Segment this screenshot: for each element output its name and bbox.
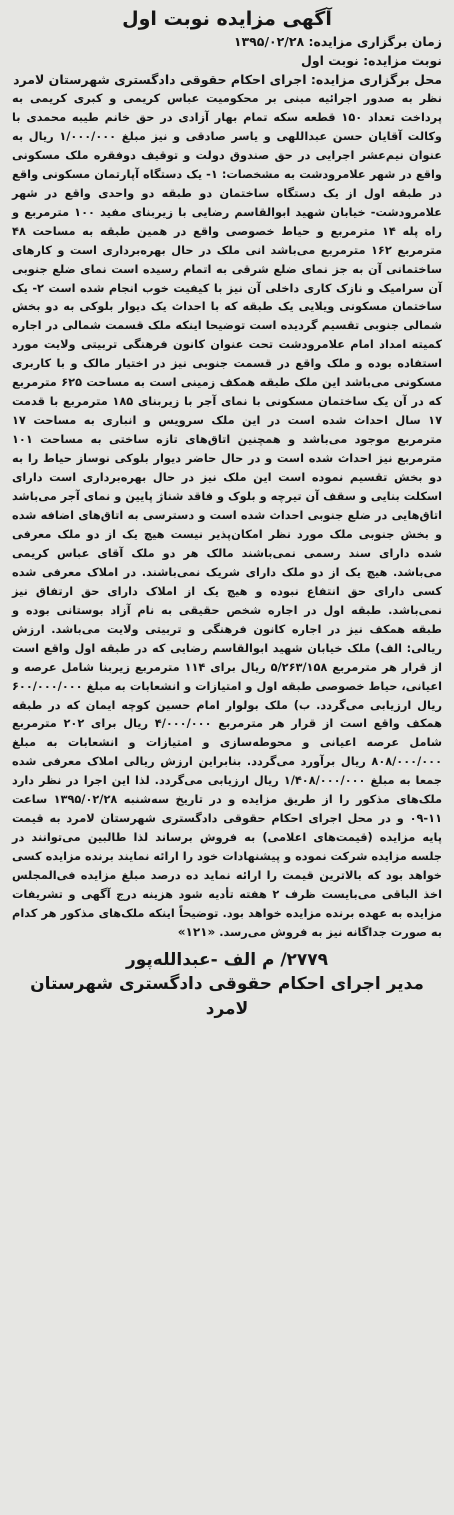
body-paragraph: نظر به صدور اجرائیه مبنی بر محکومیت عباس کریمی و کبری کریمی به پرداخت تعداد ۱۵۰ قطعه سکه تمام بهار آزادی در حق خانم طیبه محمدی با وکالت آقایان حسن عبداللهی و یاسر صادقی و نیز مبلغ ۱/۰۰۰/۰۰۰ ریال به عنوان نیم‌عشر اجرایی در حق صندوق دولت و توقیف دوفقره ملک مسکونی واقع در شهر علامرودشت به مشخصات: ۱- یک دستگاه آپارتمان مسکونی واقع در طبقه اول از یک دستگاه ساختمان دو طبقه دو واحدی واقع در شهر علامرودشت- خیابان شهید ابوالقاسم رضایی با زیربنای مفید ۱۰۰ مترمربع و راه پله ۱۴ مترمربع و حیاط خصوصی واقع در همین طبقه به مساحت ۴۸ مترمربع ۱۶۲ مترمربع می‌باشد انی ملک در حال بهره‌برداری است و کارهای ساختمانی آن به جز نمای ضلع شرقی به اتمام رسیده است نمای ضلع جنوبی آن سرامیک و نازک کاری داخلی آن نیز با کیفیت خوب انجام شده است ۲- یک ساختمان مسکونی ویلایی یک طبقه که با احداث یک دیوار بلوکی به دو بخش شمالی جنوبی تقسیم گردیده است توضیحا اینکه ملک قسمت شمالی در اجاره کمیته امداد امام علامرودشت تحت عنوان کانون فرهنگی تربیتی ولایت مورد استفاده بوده و ملک واقع در قسمت جنوبی نیز در اختیار مالک و با کاربری مسکونی می‌باشد این ملک طبقه همکف زمینی است به مساحت ۶۲۵ مترمربع که در آن یک ساختمان مسکونی با نمای آجر با زیربنای ۱۸۵ مترمربع با قدمت ۱۷ سال احداث شده است در این ملک سرویس و انباری به مساحت ۱۷ مترمربع موجود می‌باشد و همچنین اتاق‌های تازه ساختی به مساحت ۱۰۱ مترمربع نیز احداث شده است و در حال حاضر دیوار بلوکی نوساز حیاط را به دو بخش تقسیم نموده است این ملک نیز در حال بهره‌برداری است دارای اسکلت بنایی و سقف آن تیرچه و بلوک و فاقد شناژ پایین و نمای آجر می‌باشد اتاق‌هایی در ضلع جنوبی احداث شده است و دسترسی به اتاق‌های اضافه شده و بخش جنوبی ملک مورد نظر امکان‌پذیر نیست هیچ یک از دو ملک معرفی شده دارای سند رسمی نمی‌باشند مالک هر دو ملک آقای عباس کریمی می‌باشد. هیچ یک از دو ملک دارای شریک نمی‌باشند. در املاک معرفی شده کسی دارای حق انتفاع نبوده و هیچ یک از املاک دارای حق ارتفاق نیز نمی‌باشد. طبقه اول در اجاره شخص حقیقی به نام آزاد بوستانی بوده و طبقه همکف نیز در اجاره کانون فرهنگی و تربیتی ولایت می‌باشد. ارزش ریالی: الف) ملک خیابان شهید ابوالقاسم رضایی که در طبقه اول واقع است از قرار هر مترمربع ۵/۲۶۳/۱۵۸ ریال برای ۱۱۴ مترمربع زیربنا شامل عرصه و اعیانی، حیاط خصوصی طبقه اول و امتیازات و انشعابات به مبلغ ۶۰۰/۰۰۰/۰۰۰ ریال ارزیابی می‌گردد. ب) ملک بولوار امام حسین کوچه ایمان که در طبقه همکف واقع است از قرار هر مترمربع ۴/۰۰۰/۰۰۰ ریال برای ۲۰۲ مترمربع شامل عرصه اعیانی و محوطه‌سازی و امتیازات و انشعابات به مبلغ ۸۰۸/۰۰۰/۰۰۰ ریال برآورد می‌گردد. بنابراین ارزش ریالی املاک معرفی شده جمعا به مبلغ ۱/۴۰۸/۰۰۰/۰۰۰ ریال ارزیابی می‌گردد. لذا این اجرا در نظر دارد ملک‌های مذکور را از طریق مزایده و در تاریخ سه‌شنبه ۱۳۹۵/۰۲/۲۸ ساعت ۱۱-۰۹ و در محل اجرای احکام حقوقی دادگستری شهرستان لامرد به قیمت پایه مزایده (قیمت‌های اعلامی) به فروش برساند لذا طالبین می‌توانند در جلسه مزایده شرکت نموده و پیشنهادات خود را ارائه نمایند برنده مزایده کسی خواهد بود که بالاترین قیمت را ارائه نماید ده درصد مبلغ مزایده فی‌المجلس اخذ الباقی می‌بایست ظرف ۲ هفته تأدیه شود هزینه درج آگهی و تشریفات مزایده به عهده برنده مزایده خواهد بود. توضیحاً اینکه ملک‌های مذکور هر کدام به صورت جداگانه نیز به فروش می‌رسد. [12,91,443,939]
auction-round-line: نوبت مزایده: نوبت اول [301,53,442,68]
reference-number: «۱۲۱» [177,924,216,939]
signature-role-line: مدیر اجرای احکام حقوقی دادگستری شهرستان لامرد [30,973,424,1019]
notice-body-text [12,89,442,942]
auction-place-line: محل برگزاری مزایده: اجرای احکام حقوقی دادگستری شهرستان لامرد [13,72,442,87]
signature-number-line: ۲۷۷۹/ م الف -عبدالله‌پور [125,949,329,970]
auction-date-line: زمان برگزاری مزایده: ۱۳۹۵/۰۲/۲۸ [233,34,442,49]
notice-title: آگهی مزایده نوبت اول [122,8,332,30]
